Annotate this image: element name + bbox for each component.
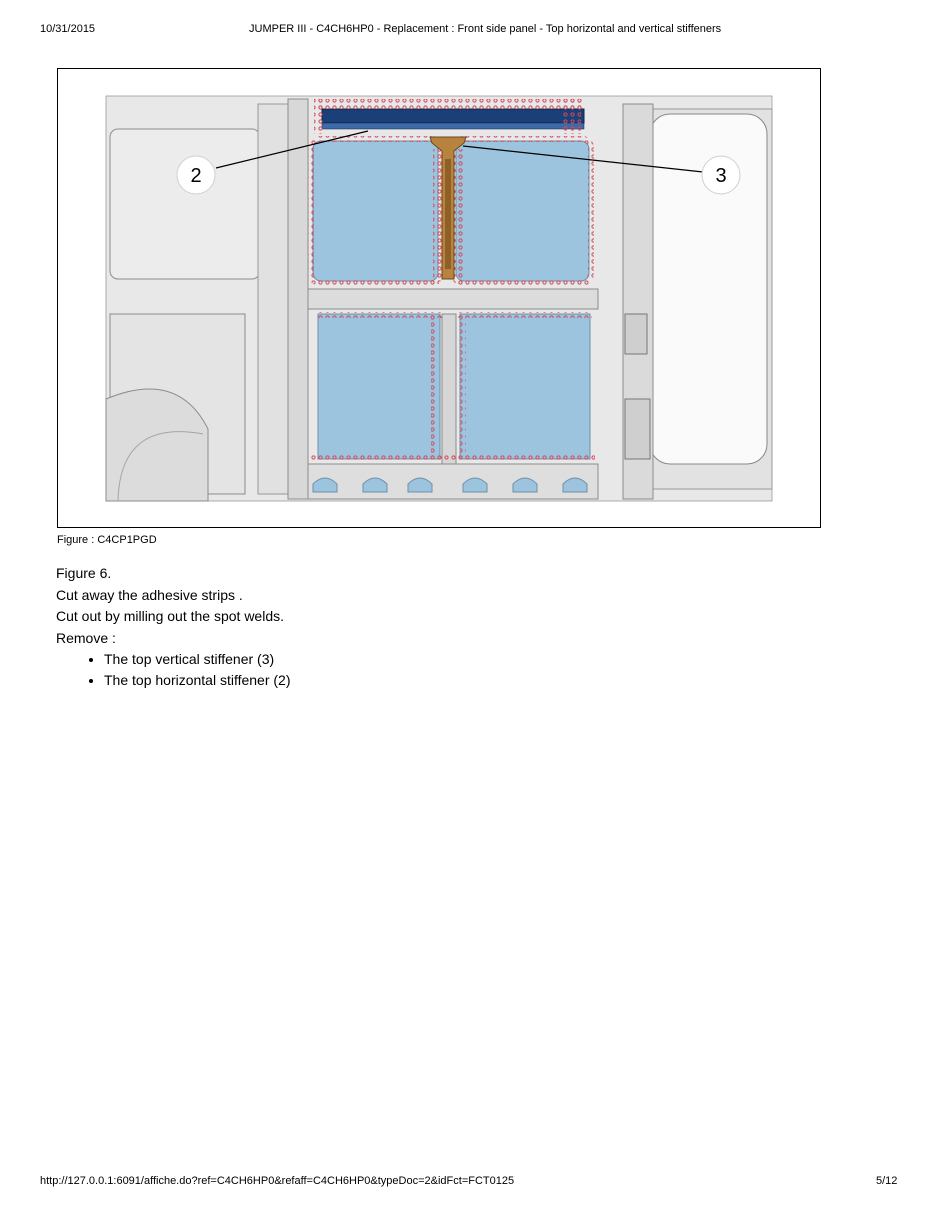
figure-caption: Figure : C4CP1PGD (57, 534, 157, 546)
footer-page-number: 5/12 (876, 1175, 898, 1187)
instructions (56, 563, 291, 691)
step-cut-adhesive: Cut away the adhesive strips . (56, 586, 243, 603)
list-item: • The top vertical stiffener (3) (104, 649, 291, 670)
step-mill-welds: Cut out by milling out the spot welds. (56, 608, 285, 624)
figure-frame (57, 68, 821, 528)
technical-illustration (58, 69, 822, 529)
callout-2: 2 (190, 165, 202, 187)
callout-3: 3 (715, 165, 727, 187)
footer-url: http://127.0.0.1:6091/affiche.do?ref=C4CH6HP0&refaff=C4CH6HP0&typeDoc=2&idFct=FCT0125 (40, 1175, 515, 1187)
figure-reference: Figure 6. (56, 565, 112, 581)
remove-label: Remove : (56, 629, 116, 646)
header-title: JUMPER III - C4CH6HP0 - Replacement : Front side panel - Top horizontal and vertical stiffeners (249, 23, 722, 35)
list-item: • The top horizontal stiffener (2) (104, 670, 291, 691)
header-date: 10/31/2015 (40, 23, 96, 35)
remove-list (56, 649, 291, 691)
